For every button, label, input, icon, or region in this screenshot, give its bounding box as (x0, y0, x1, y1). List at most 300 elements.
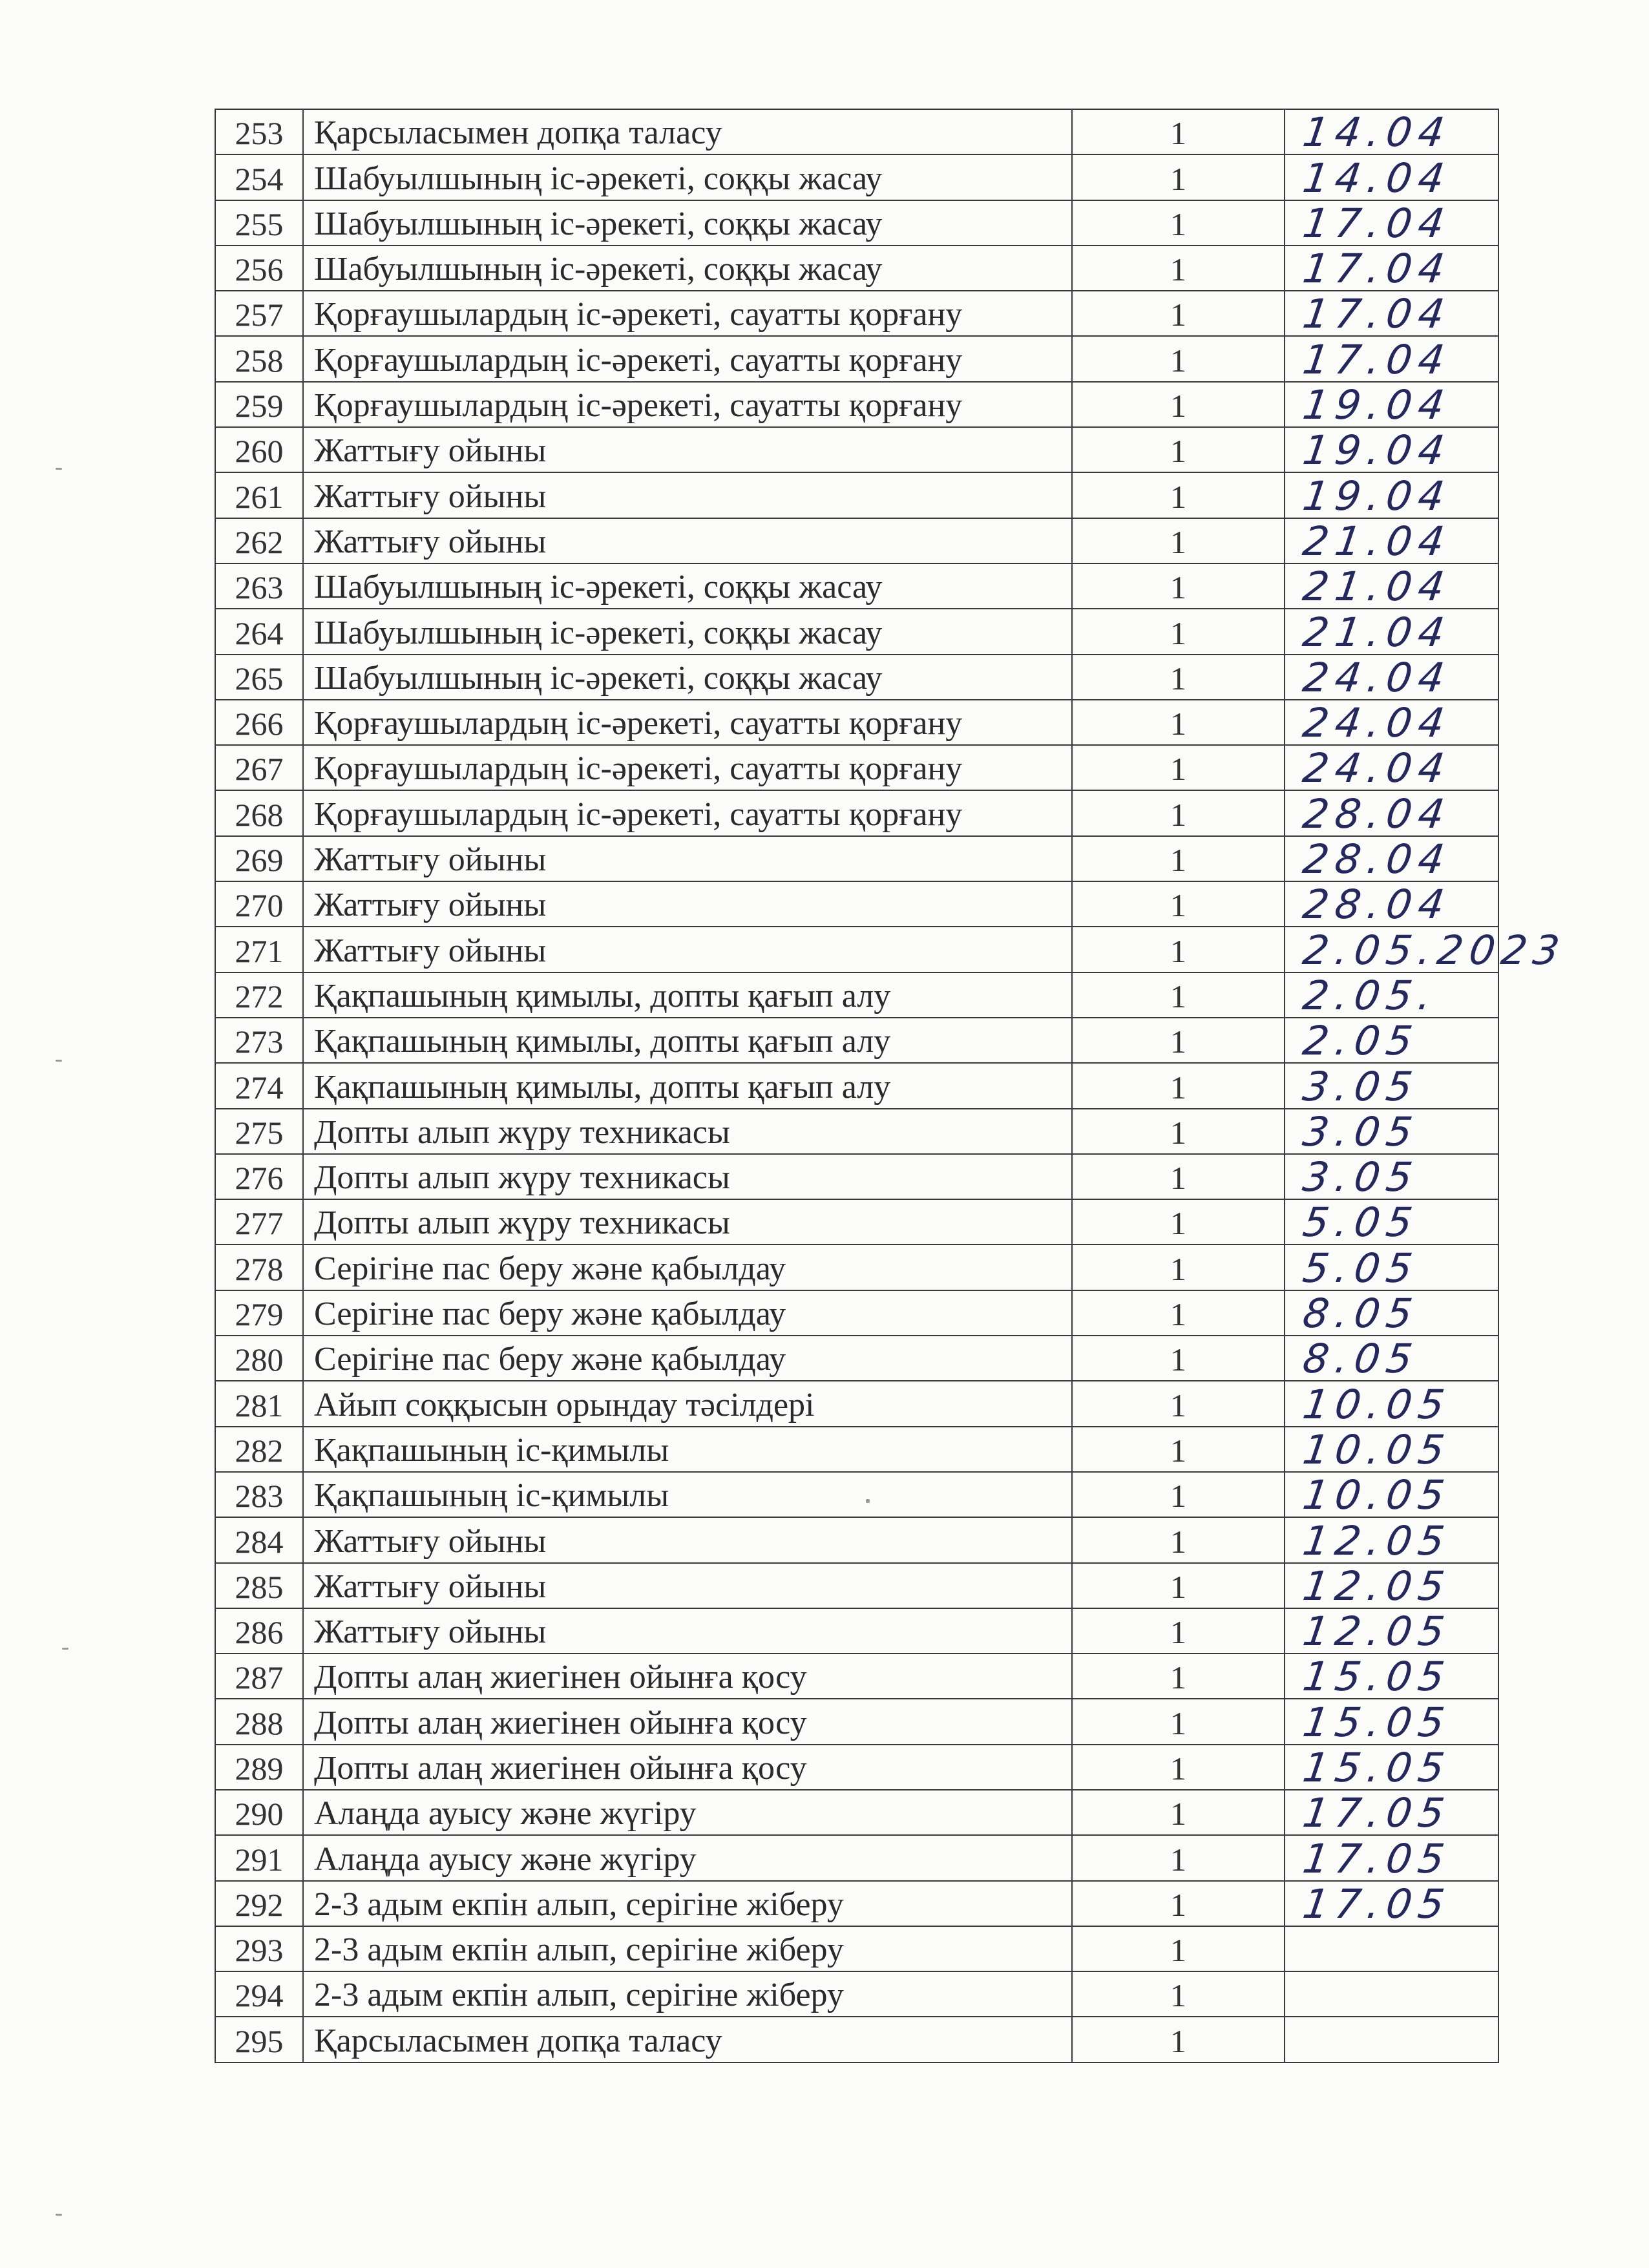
lesson-number: 280 (235, 1341, 284, 1378)
lesson-number-cell (215, 1654, 303, 1699)
lesson-hours: 1 (1170, 1614, 1186, 1651)
table-row (215, 518, 1498, 563)
table-row (215, 291, 1498, 336)
lesson-date: 19.04 (1299, 472, 1454, 520)
lesson-number: 285 (235, 1568, 284, 1605)
lesson-number: 266 (235, 706, 284, 742)
lesson-number-cell (215, 246, 303, 291)
lesson-date-cell (1285, 1244, 1498, 1290)
lesson-date-cell (1285, 1109, 1498, 1154)
lesson-date-cell (1285, 1971, 1498, 2017)
lesson-number-cell (215, 291, 303, 336)
lesson-number-cell (215, 518, 303, 563)
lesson-number: 294 (235, 1977, 284, 2014)
lesson-date: 2.05.2023 (1299, 926, 1569, 974)
lesson-number-cell (215, 700, 303, 745)
lesson-hours: 1 (1170, 706, 1186, 742)
lesson-date: 28.04 (1299, 881, 1454, 929)
lesson-number-cell (215, 1336, 303, 1381)
lesson-hours-cell (1072, 1109, 1285, 1154)
table-row (215, 1063, 1498, 1108)
lesson-date: 15.05 (1299, 1653, 1454, 1701)
table-row (215, 1699, 1498, 1744)
lesson-number-cell (215, 1472, 303, 1517)
lesson-topic: Қақпашының іс-қимылы (314, 1431, 669, 1469)
lesson-hours-cell (1072, 972, 1285, 1018)
table-row (215, 1971, 1498, 2017)
lesson-hours: 1 (1170, 978, 1186, 1014)
lesson-topic-cell (303, 291, 1072, 336)
lesson-topic: Шабуылшының іс-әрекеті, соққы жасау (314, 569, 883, 606)
lesson-topic: Қорғаушылардың іс-әрекеті, сауатты қорғану (314, 750, 963, 788)
lesson-number-cell (215, 472, 303, 518)
lesson-date-cell (1285, 1835, 1498, 1880)
lesson-date-cell (1285, 200, 1498, 246)
lesson-hours: 1 (1170, 796, 1186, 833)
lesson-hours: 1 (1170, 1977, 1186, 2014)
lesson-hours-cell (1072, 109, 1285, 154)
lesson-hours-cell (1072, 1926, 1285, 1971)
lesson-topic: Серігіне пас беру және қабылдау (314, 1341, 786, 1378)
lesson-date-cell (1285, 1563, 1498, 1608)
lesson-topic: Жаттығу ойыны (314, 932, 547, 969)
table-row (215, 336, 1498, 381)
lesson-date-cell (1285, 972, 1498, 1018)
lesson-topic-cell (303, 472, 1072, 518)
lesson-date-cell (1285, 336, 1498, 381)
lesson-hours: 1 (1170, 1432, 1186, 1469)
lesson-date-cell (1285, 1517, 1498, 1562)
table-row (215, 1472, 1498, 1517)
lesson-number: 284 (235, 1523, 284, 1560)
lesson-hours-cell (1072, 1971, 1285, 2017)
lesson-topic-cell (303, 1290, 1072, 1336)
lesson-date: 3.05 (1299, 1153, 1422, 1201)
lesson-date-cell (1285, 1654, 1498, 1699)
lesson-topic-cell (303, 336, 1072, 381)
lesson-topic-cell (303, 1835, 1072, 1880)
lesson-hours-cell (1072, 1790, 1285, 1835)
lesson-topic: Допты алаң жиегінен ойынға қосу (314, 1749, 807, 1787)
table-row (215, 1381, 1498, 1426)
lesson-number-cell (215, 1381, 303, 1426)
lesson-hours: 1 (1170, 1114, 1186, 1151)
lesson-number-cell (215, 1699, 303, 1744)
lesson-number-cell (215, 1063, 303, 1108)
lesson-number-cell (215, 1745, 303, 1790)
table-row (215, 655, 1498, 700)
lesson-number: 290 (235, 1796, 284, 1832)
lesson-topic-cell (303, 1971, 1072, 2017)
lesson-hours-cell (1072, 655, 1285, 700)
lesson-date-cell (1285, 655, 1498, 700)
lesson-hours: 1 (1170, 297, 1186, 333)
table-row (215, 972, 1498, 1018)
lesson-hours: 1 (1170, 569, 1186, 606)
lesson-date: 19.04 (1299, 381, 1454, 429)
lesson-number: 254 (235, 160, 284, 197)
lesson-number: 260 (235, 433, 284, 470)
lesson-date-cell (1285, 563, 1498, 609)
lesson-number: 257 (235, 297, 284, 333)
lesson-number-cell (215, 1790, 303, 1835)
lesson-number: 286 (235, 1614, 284, 1651)
lesson-hours-cell (1072, 1018, 1285, 1063)
lesson-hours-cell (1072, 927, 1285, 972)
table-row (215, 1517, 1498, 1562)
lesson-number-cell (215, 1881, 303, 1926)
lesson-date-cell (1285, 382, 1498, 427)
lesson-number: 261 (235, 478, 284, 515)
table-row (215, 1109, 1498, 1154)
lesson-topic: Допты алаң жиегінен ойынға қосу (314, 1704, 807, 1741)
lesson-date: 15.05 (1299, 1743, 1454, 1791)
lesson-hours-cell (1072, 1381, 1285, 1426)
lesson-hours: 1 (1170, 1205, 1186, 1242)
lesson-number-cell (215, 1835, 303, 1880)
lesson-hours: 1 (1170, 342, 1186, 379)
lesson-topic: Жаттығу ойыны (314, 1613, 547, 1651)
lesson-topic: Қарсыласымен допқа таласу (314, 2022, 722, 2059)
lesson-topic-cell (303, 1244, 1072, 1290)
table-row (215, 1881, 1498, 1926)
lesson-topic-cell (303, 1018, 1072, 1063)
lesson-topic-cell (303, 427, 1072, 472)
lesson-hours-cell (1072, 1199, 1285, 1244)
lesson-date-cell (1285, 700, 1498, 745)
lesson-date-cell (1285, 1290, 1498, 1336)
lesson-number: 256 (235, 251, 284, 288)
table-row (215, 927, 1498, 972)
lesson-hours: 1 (1170, 251, 1186, 288)
lesson-hours-cell (1072, 609, 1285, 654)
lesson-date: 28.04 (1299, 790, 1454, 837)
lesson-date: 17.04 (1299, 290, 1454, 338)
lesson-date: 14.04 (1299, 154, 1454, 202)
lesson-date-cell (1285, 109, 1498, 154)
lesson-hours-cell (1072, 1290, 1285, 1336)
lesson-date-cell (1285, 1926, 1498, 1971)
lesson-number: 270 (235, 887, 284, 924)
lesson-number-cell (215, 745, 303, 790)
lesson-hours: 1 (1170, 1750, 1186, 1787)
lesson-number-cell (215, 1244, 303, 1290)
lesson-number-cell (215, 1926, 303, 1971)
lesson-date: 17.05 (1299, 1834, 1454, 1882)
lesson-number-cell (215, 1290, 303, 1336)
lesson-number: 274 (235, 1069, 284, 1106)
lesson-date: 21.04 (1299, 563, 1454, 611)
lesson-date: 21.04 (1299, 517, 1454, 565)
lesson-number: 255 (235, 205, 284, 242)
table-row (215, 1018, 1498, 1063)
lesson-hours-cell (1072, 1608, 1285, 1654)
lesson-hours: 1 (1170, 478, 1186, 515)
scan-speck (62, 1648, 68, 1650)
lesson-number-cell (215, 1109, 303, 1154)
lesson-hours: 1 (1170, 751, 1186, 788)
lesson-number: 268 (235, 796, 284, 833)
scan-speck (56, 468, 62, 470)
lesson-topic: Қорғаушылардың іс-әрекеті, сауатты қорғану (314, 705, 963, 742)
lesson-topic-cell (303, 1154, 1072, 1199)
table-row (215, 700, 1498, 745)
lesson-topic-cell (303, 700, 1072, 745)
lesson-hours: 1 (1170, 614, 1186, 651)
lesson-number-cell (215, 1563, 303, 1608)
lesson-topic-cell (303, 1699, 1072, 1744)
lesson-number-cell (215, 836, 303, 881)
lesson-number-cell (215, 563, 303, 609)
lesson-topic-cell (303, 1608, 1072, 1654)
lesson-topic-cell (303, 1199, 1072, 1244)
table-row (215, 1790, 1498, 1835)
lesson-number: 269 (235, 842, 284, 879)
table-row (215, 1336, 1498, 1381)
lesson-date: 17.05 (1299, 1880, 1454, 1927)
lesson-hours-cell (1072, 1154, 1285, 1199)
lesson-number: 265 (235, 660, 284, 697)
lesson-number: 282 (235, 1432, 284, 1469)
lesson-hours: 1 (1170, 1296, 1186, 1333)
lesson-topic: Қорғаушылардың іс-әрекеті, сауатты қорғану (314, 795, 963, 833)
lesson-hours: 1 (1170, 1886, 1186, 1923)
lesson-date: 10.05 (1299, 1425, 1454, 1473)
table-row (215, 154, 1498, 200)
lesson-number-cell (215, 927, 303, 972)
lesson-number: 258 (235, 342, 284, 379)
lesson-topic: Шабуылшының іс-әрекеті, соққы жасау (314, 251, 883, 288)
lesson-date-cell (1285, 2017, 1498, 2062)
lesson-date-cell (1285, 154, 1498, 200)
lesson-date: 5.05 (1299, 1244, 1422, 1292)
lesson-number-cell (215, 655, 303, 700)
lesson-number: 287 (235, 1659, 284, 1696)
lesson-number-cell (215, 1154, 303, 1199)
table-row (215, 246, 1498, 291)
lesson-number-cell (215, 2017, 303, 2062)
lesson-number-cell (215, 1608, 303, 1654)
table-row (215, 1654, 1498, 1699)
lesson-hours: 1 (1170, 2022, 1186, 2059)
lesson-date: 24.04 (1299, 699, 1454, 747)
lesson-hours-cell (1072, 1063, 1285, 1108)
lesson-topic-cell (303, 790, 1072, 835)
lesson-topic-cell (303, 1654, 1072, 1699)
table-row (215, 2017, 1498, 2062)
lesson-date: 8.05 (1299, 1290, 1422, 1338)
lesson-hours: 1 (1170, 1841, 1186, 1878)
scan-speck (56, 2214, 62, 2216)
scan-speck (866, 1499, 870, 1503)
lesson-topic-cell (303, 881, 1072, 927)
lesson-number: 273 (235, 1024, 284, 1060)
lesson-topic: Шабуылшының іс-әрекеті, соққы жасау (314, 659, 883, 697)
lesson-number: 275 (235, 1114, 284, 1151)
lesson-hours: 1 (1170, 1160, 1186, 1197)
lesson-date-cell (1285, 1790, 1498, 1835)
lesson-number: 263 (235, 569, 284, 606)
lesson-hours-cell (1072, 1563, 1285, 1608)
lesson-topic: Жаттығу ойыны (314, 887, 547, 924)
lesson-number: 289 (235, 1750, 284, 1787)
lesson-hours: 1 (1170, 1705, 1186, 1741)
lesson-topic-cell (303, 1881, 1072, 1926)
lesson-topic: Шабуылшының іс-әрекеті, соққы жасау (314, 160, 883, 197)
lesson-hours-cell (1072, 518, 1285, 563)
lesson-topic-cell (303, 1926, 1072, 1971)
lesson-number: 259 (235, 388, 284, 425)
lesson-hours: 1 (1170, 523, 1186, 560)
lesson-number: 264 (235, 614, 284, 651)
lesson-topic: Жаттығу ойыны (314, 1522, 547, 1560)
lesson-hours: 1 (1170, 1659, 1186, 1696)
lesson-date-cell (1285, 1472, 1498, 1517)
table-row (215, 382, 1498, 427)
lesson-topic-cell (303, 200, 1072, 246)
lesson-topic-cell (303, 655, 1072, 700)
lesson-topic: Қорғаушылардың іс-әрекеті, сауатты қорғану (314, 387, 963, 425)
lesson-topic-cell (303, 972, 1072, 1018)
lesson-topic-cell (303, 1563, 1072, 1608)
lesson-topic: Жаттығу ойыны (314, 432, 547, 470)
table-body (215, 109, 1569, 2063)
table-row (215, 790, 1498, 835)
lesson-number: 277 (235, 1205, 284, 1242)
lesson-date-cell (1285, 1063, 1498, 1108)
lesson-number-cell (215, 154, 303, 200)
lesson-hours-cell (1072, 1427, 1285, 1472)
lesson-hours-cell (1072, 836, 1285, 881)
lesson-topic-cell (303, 1790, 1072, 1835)
lesson-number-cell (215, 109, 303, 154)
lesson-date-cell (1285, 881, 1498, 927)
lesson-date-cell (1285, 745, 1498, 790)
lesson-date-cell (1285, 609, 1498, 654)
lesson-topic: 2-3 адым екпін алып, серігіне жіберу (314, 1885, 844, 1923)
lesson-date-cell (1285, 472, 1498, 518)
lesson-topic: Шабуылшының іс-әрекеті, соққы жасау (314, 205, 883, 242)
lesson-hours: 1 (1170, 1523, 1186, 1560)
lesson-hours-cell (1072, 881, 1285, 927)
lesson-topic: Шабуылшының іс-әрекеті, соққы жасау (314, 614, 883, 651)
lesson-hours: 1 (1170, 205, 1186, 242)
lesson-hours-cell (1072, 790, 1285, 835)
lesson-topic-cell (303, 1381, 1072, 1426)
lesson-topic: Алаңда ауысу және жүгіру (314, 1840, 697, 1878)
lesson-date-cell (1285, 926, 1569, 974)
lesson-number: 271 (235, 932, 284, 969)
lesson-date: 3.05 (1299, 1108, 1422, 1155)
table-row (215, 200, 1498, 246)
lesson-date: 2.05. (1299, 971, 1441, 1019)
lesson-date: 12.05 (1299, 1562, 1454, 1610)
lesson-date: 17.04 (1299, 335, 1454, 383)
lesson-number-cell (215, 609, 303, 654)
lesson-hours: 1 (1170, 388, 1186, 425)
lesson-number: 288 (235, 1705, 284, 1741)
lesson-number-cell (215, 1427, 303, 1472)
lesson-date: 8.05 (1299, 1335, 1422, 1383)
lesson-topic-cell (303, 382, 1072, 427)
lesson-date: 10.05 (1299, 1471, 1454, 1519)
table-row (215, 1290, 1498, 1336)
lesson-topic-cell (303, 154, 1072, 200)
table-row (215, 1926, 1498, 1971)
lesson-topic-cell (303, 109, 1072, 154)
lesson-hours-cell (1072, 472, 1285, 518)
lesson-topic: Допты алып жүру техникасы (314, 1113, 730, 1151)
lesson-number: 281 (235, 1387, 284, 1423)
table-row (215, 1199, 1498, 1244)
lesson-date: 21.04 (1299, 608, 1454, 656)
lesson-topic-cell (303, 1063, 1072, 1108)
lesson-hours-cell (1072, 336, 1285, 381)
lesson-date-cell (1285, 246, 1498, 291)
lesson-date-cell (1285, 1154, 1498, 1199)
lesson-topic: Қақпашының қимылы, допты қағып алу (314, 1023, 891, 1060)
lesson-hours: 1 (1170, 842, 1186, 879)
lesson-topic-cell (303, 1745, 1072, 1790)
lesson-number: 262 (235, 523, 284, 560)
lesson-topic: Допты алып жүру техникасы (314, 1204, 730, 1242)
lesson-topic-cell (303, 1427, 1072, 1472)
lesson-date: 2.05 (1299, 1017, 1422, 1065)
lesson-topic: Жаттығу ойыны (314, 478, 547, 515)
lesson-date-cell (1285, 1199, 1498, 1244)
lesson-number-cell (215, 427, 303, 472)
lesson-hours-cell (1072, 291, 1285, 336)
table-row (215, 109, 1498, 154)
lesson-hours: 1 (1170, 433, 1186, 470)
lesson-hours-cell (1072, 427, 1285, 472)
lesson-number: 276 (235, 1160, 284, 1197)
lesson-date-cell (1285, 1699, 1498, 1744)
lesson-date: 24.04 (1299, 744, 1454, 792)
lesson-number: 272 (235, 978, 284, 1014)
lesson-hours: 1 (1170, 115, 1186, 152)
lesson-number: 295 (235, 2022, 284, 2059)
lesson-date: 28.04 (1299, 835, 1454, 883)
lesson-hours-cell (1072, 1881, 1285, 1926)
lesson-hours-cell (1072, 382, 1285, 427)
lesson-topic-cell (303, 609, 1072, 654)
lesson-date-cell (1285, 836, 1498, 881)
lesson-number-cell (215, 336, 303, 381)
lesson-number-cell (215, 1971, 303, 2017)
lesson-topic-cell (303, 927, 1072, 972)
lesson-number: 267 (235, 751, 284, 788)
lesson-topic: Айып соққысын орындау тәсілдері (314, 1386, 815, 1423)
lesson-date-cell (1285, 1427, 1498, 1472)
lesson-number: 253 (235, 115, 284, 152)
lesson-number-cell (215, 382, 303, 427)
lesson-date-cell (1285, 1745, 1498, 1790)
lesson-date: 24.04 (1299, 653, 1454, 701)
lesson-date-cell (1285, 1881, 1498, 1926)
table-row (215, 1608, 1498, 1654)
lesson-number-cell (215, 881, 303, 927)
lesson-hours-cell (1072, 200, 1285, 246)
lesson-number-cell (215, 200, 303, 246)
scan-speck (56, 1060, 62, 1062)
lesson-hours: 1 (1170, 660, 1186, 697)
lesson-hours-cell (1072, 1654, 1285, 1699)
lesson-hours: 1 (1170, 1796, 1186, 1832)
lesson-hours-cell (1072, 1517, 1285, 1562)
lesson-number-cell (215, 1199, 303, 1244)
lesson-hours: 1 (1170, 1932, 1186, 1969)
